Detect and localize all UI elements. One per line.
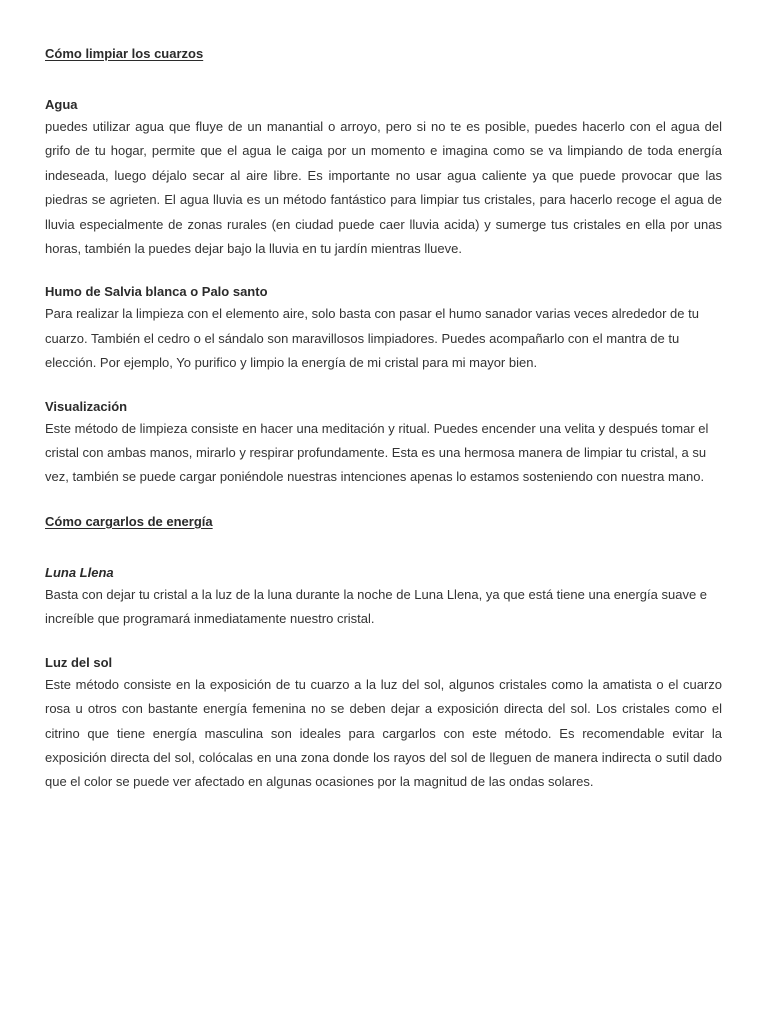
paragraph-humo: Para realizar la limpieza con el elemento aire, solo basta con pasar el humo sanador varias veces alrededor de tu cuarzo. También el cedro o el sándalo son maravillosos limpiadores. Puedes acompañarlo con el mantra de tu elección. Por ejemplo, Yo purifico y limpio la energía de mi cristal para mi mayor bien.: [45, 306, 699, 371]
paragraph-luna-llena: Basta con dejar tu cristal a la luz de la luna durante la noche de Luna Llena, ya que está tiene una energía suave e increíble que programará inmediatamente nuestro cristal.: [45, 586, 708, 627]
paragraph-agua: puedes utilizar agua que fluye de un manantial o arroyo, pero si no te es posible, puedes hacerlo con el agua del grifo de tu hogar, permite que el agua le caiga por un momento e imagina como se va limpiando de toda energía indeseada, luego déjalo secar al aire libre. Es importante no usar agua caliente ya que puede provocar que las piedras se agrieten. El agua lluvia es un método fantástico para limpiar tus cristales, para hacerlo recoge el agua de lluvia especialmente de zonas rurales (en ciudad puede caer lluvia acida) y sumerge tus cristales en ella por unas horas, también la puedes dejar bajo la lluvia en tu jardín mientras llueve.: [45, 119, 722, 257]
paragraph-luz-del-sol: Este método consiste en la exposición de tu cuarzo a la luz del sol, algunos cristales como la amatista o el cuarzo rosa u otros con bastante energía femenina no se deben dejar a exposición directa del sol. Los cristales como el citrino que tiene energía masculina son ideales para cargarlos con este método. Es recomendable evitar la exposición directa del sol, colócalas en una zona donde los rayos del sol de lleguen de manera indirecta o sutil dado que el color se puede ver afectado en algunas ocasiones por la magnitud de las ondas solares.: [45, 676, 722, 790]
subheading-visualizacion: Visualización: [45, 398, 128, 414]
section-title-charging: Cómo cargarlos de energía: [45, 513, 213, 529]
subheading-luz-del-sol: Luz del sol: [45, 654, 113, 670]
subheading-luna-llena: Luna Llena: [45, 564, 114, 580]
section-title-cleaning: Cómo limpiar los cuarzos: [45, 46, 204, 61]
paragraph-visualizacion: Este método de limpieza consiste en hacer una meditación y ritual. Puedes encender una velita y después tomar el cristal con ambas manos, mirarlo y respirar profundamente. Esta es una hermosa manera de limpiar tu cristal, a su vez, también se puede cargar poniéndole nuestras intenciones apenas lo estamos sosteniendo con nuestra mano.: [45, 420, 709, 485]
subheading-humo: Humo de Salvia blanca o Palo santo: [45, 284, 268, 300]
subheading-agua: Agua: [45, 97, 78, 112]
